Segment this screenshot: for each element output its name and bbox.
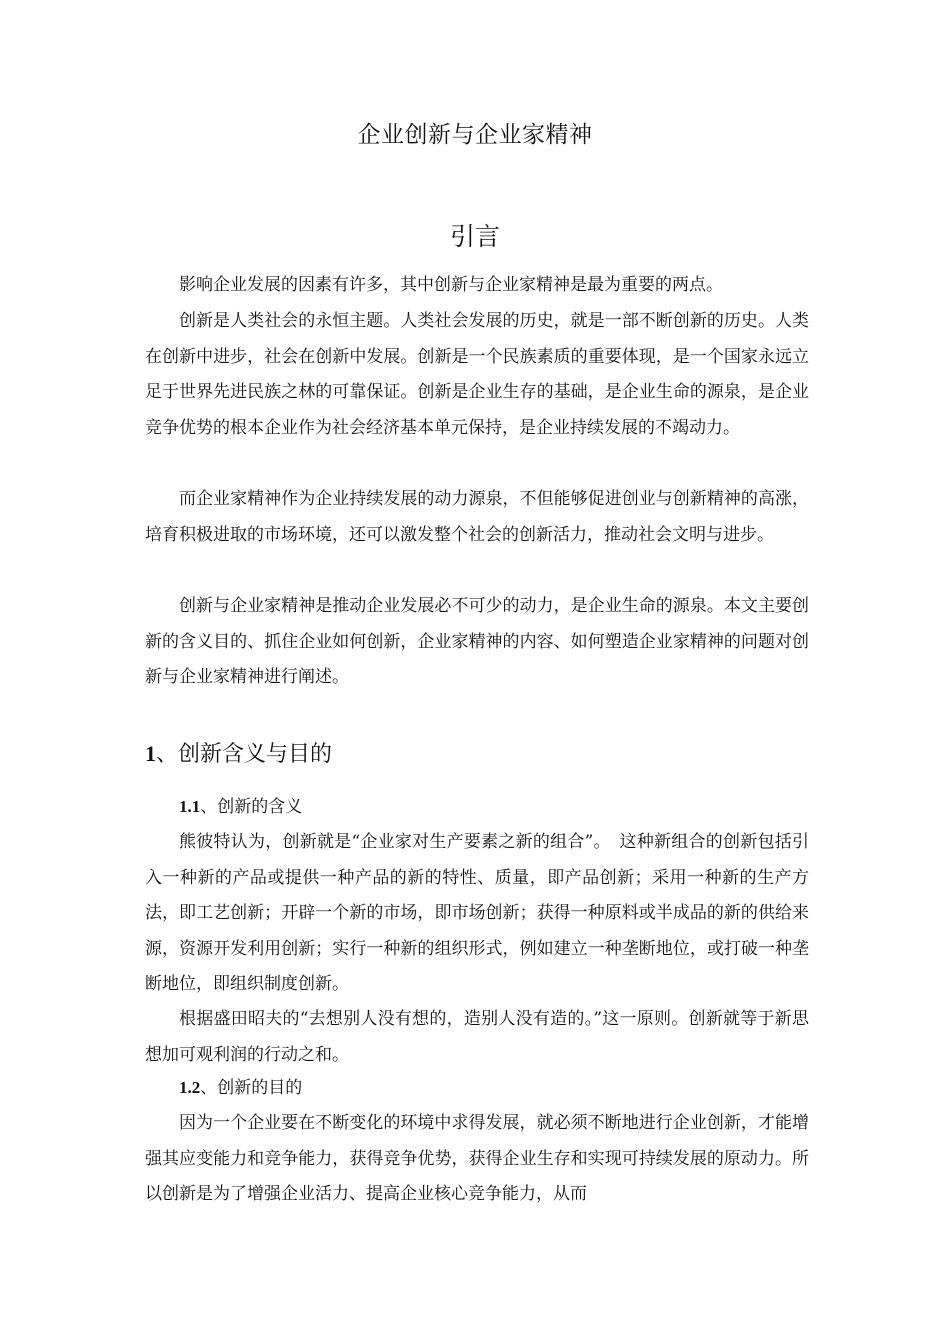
subsection-1-1-heading	[179, 790, 302, 824]
intro-heading: 引言	[449, 222, 500, 251]
subsection-1-2-heading	[179, 1071, 302, 1105]
section-1-title: 、创新含义与目的	[156, 742, 333, 767]
intro-paragraph-1: 影响企业发展的因素有许多，其中创新与企业家精神是最为重要的两点。	[179, 275, 723, 295]
subsection-1-1-paragraph-1: 熊彼特认为，创新就是“企业家对生产要素之新的组合”。 这种新组合的创新包括引入一种新的产品或提供一种产品的新的特性、质量，即产品创新；采用一种新的生产方法，即工艺创新；开辟一个新的市场，即市场创新；获得一种原料或半成品的新的供给来源，资源开发利用创新；实行一种新的组织形式，例如建立一种垄断地位，或打破一种垄断地位，即组织制度创新。	[145, 832, 809, 995]
subsection-1-1-title: 、创新的含义	[200, 797, 303, 817]
intro-paragraph-4: 创新与企业家精神是推动企业发展必不可少的动力，是企业生命的源泉。本文主要创新的含义目的、抓住企业如何创新，企业家精神的内容、如何塑造企业家精神的问题对创新与企业家精神进行阐述。	[145, 596, 809, 688]
intro-paragraph-3: 而企业家精神作为企业持续发展的动力源泉，不但能够促进创业与创新精神的高涨，培育积极进取的市场环境，还可以激发整个社会的创新活力，推动社会文明与进步。	[145, 489, 809, 545]
subsection-1-2-paragraph-1: 因为一个企业要在不断变化的环境中求得发展，就必须不断地进行企业创新，才能增强其应变能力和竞争能力，获得竞争优势，获得企业生存和实现可持续发展的原动力。所以创新是为了增强企业活力、提高企业核心竞争能力，从而	[145, 1113, 809, 1205]
subsection-1-1-number: 1.1	[179, 797, 201, 816]
intro-paragraph-2: 创新是人类社会的永恒主题。人类社会发展的历史，就是一部不断创新的历史。人类在创新中进步，社会在创新中发展。创新是一个民族素质的重要体现，是一个国家永远立足于世界先进民族之林的可靠保证。创新是企业生存的基础，是企业生命的源泉，是企业竞争优势的根本企业作为社会经济基本单元保持，是企业持续发展的不竭动力。	[145, 311, 809, 438]
section-1-heading	[145, 736, 332, 773]
document-title: 企业创新与企业家精神	[357, 122, 593, 148]
subsection-1-1-paragraph-2: 根据盛田昭夫的“去想别人没有想的，造别人没有造的。”这一原则。创新就等于新思想加可观利润的行动之和。	[145, 1009, 809, 1065]
section-1-number: 1	[145, 741, 156, 766]
subsection-1-2-title: 、创新的目的	[200, 1078, 303, 1098]
subsection-1-2-number: 1.2	[179, 1078, 201, 1097]
